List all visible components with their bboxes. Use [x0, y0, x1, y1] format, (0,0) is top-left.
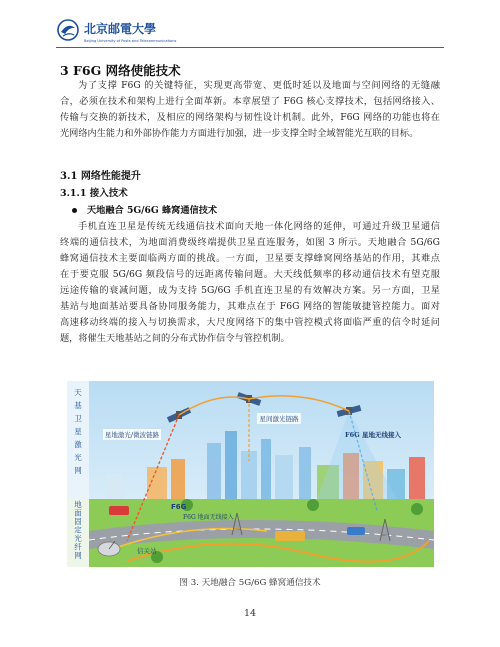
body-line: 在于要克服 5G/6G 频段信号的远距离传输问题。大天线低频率的移动通信技术有望克服	[60, 269, 440, 280]
body-line: 蜂窝通信技术主要面临两方面的挑战。一方面，卫星要支撑蜂窝网络基站的作用，其难点	[60, 253, 440, 264]
car-icon	[347, 527, 365, 535]
car-icon	[109, 506, 129, 515]
section-title: 3 F6G 网络使能技术	[60, 63, 181, 78]
bullet-title: 天地融合 5G/6G 蜂窝通信技术	[87, 205, 218, 216]
intro-line: 传输与交换的新技术，及相应的网络架构与韧性设计机制。此外，F6G 网络的功能也将在	[60, 112, 440, 123]
university-logo	[56, 18, 206, 46]
page-header	[0, 0, 500, 48]
body-line: 基站与地面基站要具备协同服务能力，其难点在于 F6G 网络的智能敏捷管控能力。面对	[60, 301, 440, 312]
figure-illustration	[67, 381, 434, 567]
svg-text:北京邮電大學: 北京邮電大學	[84, 22, 157, 36]
subsubsection-title: 3.1.1 接入技术	[60, 188, 128, 199]
body-line: 高速移动终端的接入与切换需求，大尺度网络下的集中管控模式将面临严重的信令时延问	[60, 317, 440, 328]
body-line: 题，将催生天地基站之间的分布式协作信令与管控机制。	[60, 333, 290, 344]
sat-ground-label: 星地激光/微波链路	[104, 431, 160, 439]
intro-line: 为了支撑 F6G 的关键特征，实现更高带宽、更低时延以及地面与空间网络的无缝融	[78, 80, 440, 91]
figure-caption: 图 3. 天地融合 5G/6G 蜂窝通信技术	[179, 578, 321, 588]
bus-icon	[275, 531, 305, 541]
body-line: 手机直连卫星是传统无线通信技术面向天地一体化网络的延伸，可通过升级卫星通信	[78, 221, 440, 232]
intro-line: 光网络内生能力和外部协作能力方面进行加强，进一步支撑全时全域智能光互联的目标。	[60, 128, 419, 139]
f6g-label: F6G	[171, 503, 187, 511]
isl-label: 星间激光链路	[259, 415, 299, 423]
tree-icon	[307, 499, 319, 511]
gateway-label: 信关站	[137, 547, 157, 555]
ground-access-label: F6G 地面无线接入	[183, 514, 234, 521]
page-number: 14	[243, 608, 257, 619]
body-line: 终端的通信技术，为地面消费级终端提供卫星直连服务，如图 3 所示。天地融合 5G/6G	[60, 237, 440, 248]
left-label-top: 天基卫星激光网	[74, 388, 82, 475]
header-divider	[56, 47, 444, 48]
body-paragraph	[60, 219, 440, 347]
svg-text:Beijing University of Posts an: Beijing University of Posts and Telecommunications	[84, 39, 177, 43]
section-intro	[60, 78, 440, 142]
subsection-title: 3.1 网络性能提升	[60, 171, 141, 182]
bullet-icon	[72, 208, 77, 213]
bullet-heading	[72, 202, 217, 216]
intro-line: 合，必须在技术和架构上进行全面革新。本章展望了 F6G 核心支撑技术，包括网络接入、	[60, 96, 440, 107]
body-line: 远途传输的衰减问题，成为支持 5G/6G 手机直连卫星的有效解决方案。另一方面，卫星	[60, 285, 440, 296]
sat-access-label: F6G 星地无线接入	[345, 431, 401, 439]
tree-icon	[411, 503, 423, 515]
left-label-bottom: 地面固定光纤网	[74, 500, 82, 560]
